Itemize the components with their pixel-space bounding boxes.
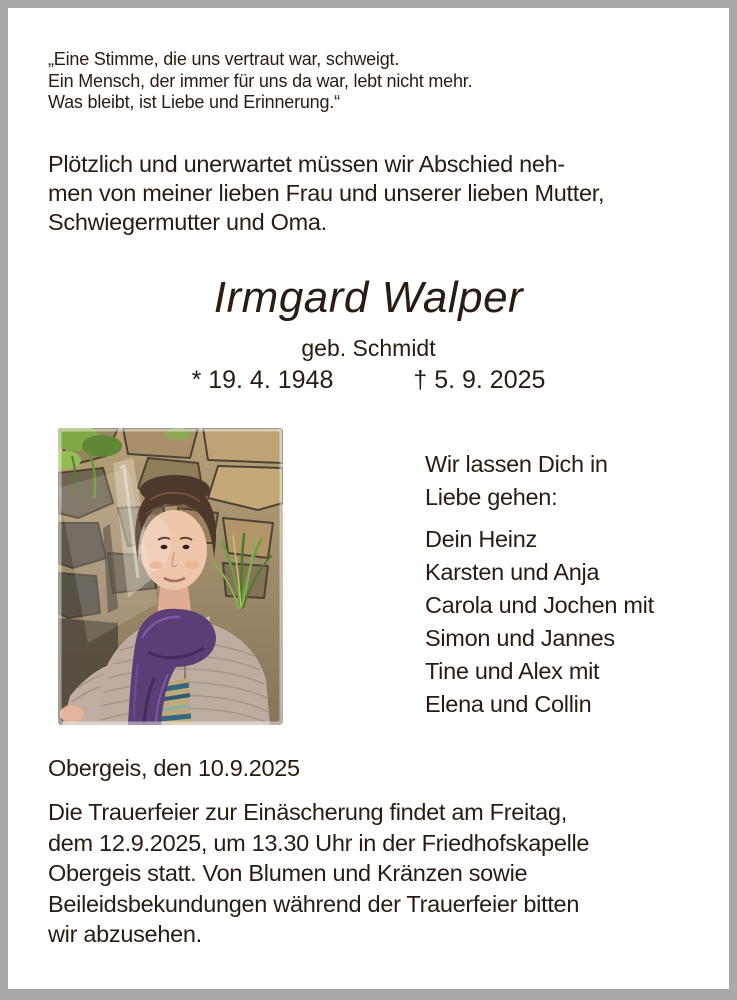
farewell-line-1: Wir lassen Dich in bbox=[425, 451, 608, 477]
maiden-name: geb. Schmidt bbox=[301, 335, 436, 361]
family-line-6: Elena und Collin bbox=[425, 691, 592, 717]
farewell-text bbox=[425, 448, 608, 514]
service-line-2: dem 12.9.2025, um 13.30 Uhr in der Friedhofskapelle bbox=[48, 829, 590, 856]
service-line-1: Die Trauerfeier zur Einäscherung findet am Freitag, bbox=[48, 799, 567, 825]
intro-text bbox=[48, 150, 604, 237]
quote-line-3: Was bleibt, ist Liebe und Erinnerung.“ bbox=[48, 92, 340, 113]
intro-line-3: Schwiegermutter und Oma. bbox=[48, 209, 327, 235]
family-line-5: Tine und Alex mit bbox=[425, 658, 600, 684]
family-line-1: Dein Heinz bbox=[425, 526, 537, 552]
intro-line-2: men von meiner lieben Frau und unserer lieben Mutter, bbox=[48, 180, 605, 206]
family-line-4: Simon und Jannes bbox=[425, 625, 615, 651]
life-dates bbox=[8, 366, 729, 395]
family-names bbox=[425, 523, 654, 721]
service-info bbox=[48, 797, 589, 950]
death-date: † 5. 9. 2025 bbox=[413, 366, 546, 394]
quote-line-1: „Eine Stimme, die uns vertraut war, schweigt. bbox=[48, 49, 400, 69]
family-line-3: Carola und Jochen mit bbox=[425, 592, 654, 618]
place-dateline: Obergeis, den 10.9.2025 bbox=[48, 755, 300, 781]
portrait-illustration bbox=[58, 428, 283, 725]
intro-line-1: Plötzlich und unerwartet müssen wir Abschied neh- bbox=[48, 151, 565, 177]
paper-sheet bbox=[8, 8, 729, 989]
portrait-photo bbox=[58, 428, 283, 725]
farewell-line-2: Liebe gehen: bbox=[425, 484, 558, 510]
memorial-quote bbox=[48, 49, 472, 114]
service-line-3: Obergeis statt. Von Blumen und Kränzen sowie bbox=[48, 860, 528, 886]
deceased-name: Irmgard Walper bbox=[213, 273, 524, 322]
family-line-2: Karsten und Anja bbox=[425, 559, 600, 585]
quote-line-2: Ein Mensch, der immer für uns da war, lebt nicht mehr. bbox=[48, 70, 473, 91]
service-line-5: wir abzusehen. bbox=[48, 921, 202, 947]
service-line-4: Beileidsbekundungen während der Trauerfeier bitten bbox=[48, 890, 580, 917]
birth-date: * 19. 4. 1948 bbox=[191, 366, 334, 394]
